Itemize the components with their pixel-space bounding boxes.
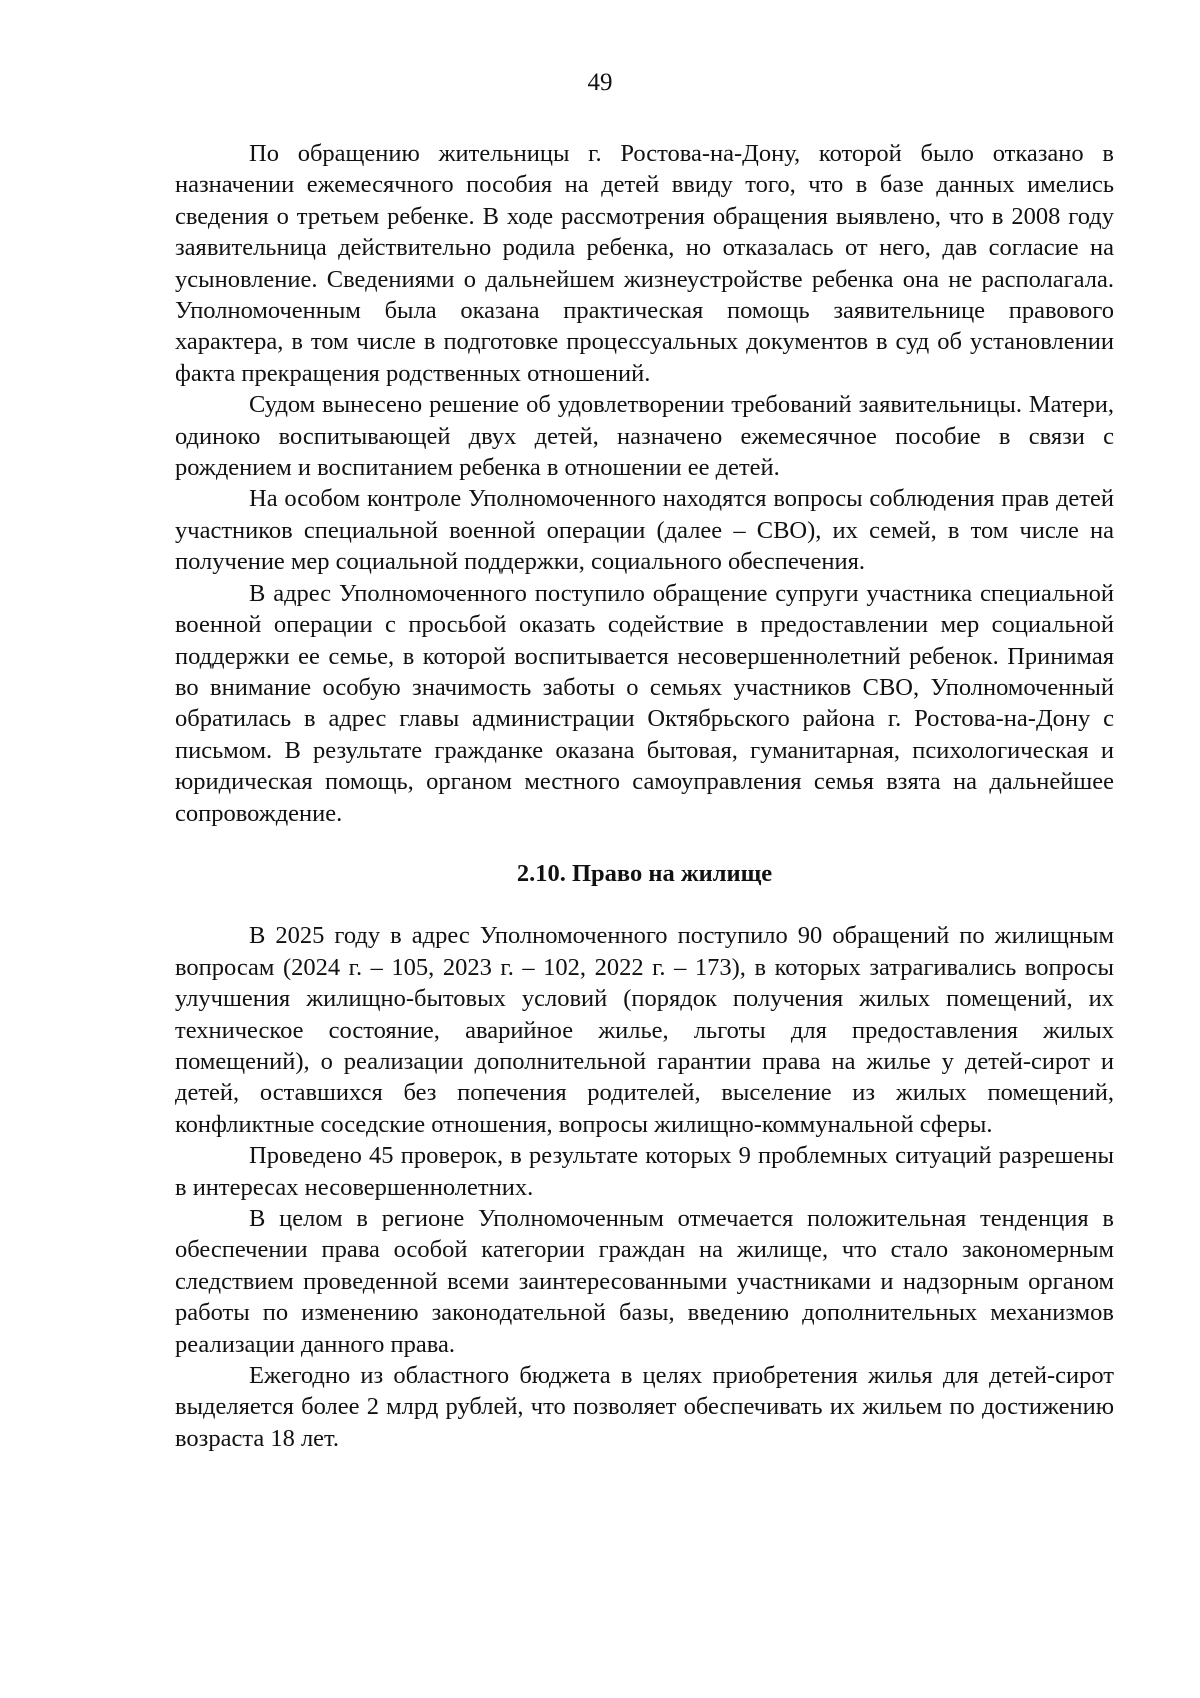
paragraph-court-decision: Судом вынесено решение об удовлетворении требований заявительницы. Матери, одиноко воспитывающей двух детей, назначено ежемесячное пособие в связи с рождением и воспитанием ребенка в отношении ее детей. xyxy=(175,391,1114,482)
page-content xyxy=(175,138,1114,1454)
paragraph-positive-trend: В целом в регионе Уполномоченным отмечается положительная тенденция в обеспечении права особой категории граждан на жилище, что стало закономерным следствием проведенной всеми заинтересованными участниками и надзорным органом работы по изменению законодательной базы, введению дополнительных механизмов реализации данного права. xyxy=(175,1205,1114,1358)
paragraph-appeal-pension: По обращению жительницы г. Ростова-на-Дону, которой было отказано в назначении ежемесячного пособия на детей ввиду того, что в базе данных имелись сведения о третьем ребенке. В ходе рассмотрения обращения выявлено, что в 2008 году заявительница действительно родила ребенка, но отказалась от него, дав согласие на усыновление. Сведениями о дальнейшем жизнеустройстве ребенка она не располагала. Уполномоченным была оказана практическая помощь заявительнице правового характера, в том числе в подготовке процессуальных документов в суд об установлении факта прекращения родственных отношений. xyxy=(175,140,1114,387)
paragraph-svo-control: На особом контроле Уполномоченного находятся вопросы соблюдения прав детей участников специальной военной операции (далее – СВО), их семей, в том числе на получение мер социальной поддержки, социального обеспечения. xyxy=(175,485,1114,576)
paragraph-svo-appeal: В адрес Уполномоченного поступило обращение супруги участника специальной военной операции с просьбой оказать содействие в предоставлении мер социальной поддержки ее семье, в которой воспитывается несовершеннолетний ребенок. Принимая во внимание особую значимость заботы о семьях участников СВО, Уполномоченный обратилась в адрес главы администрации Октябрьского района г. Ростова-на-Дону с письмом. В результате гражданке оказана бытовая, гуманитарная, психологическая и юридическая помощь, органом местного самоуправления семья взята на дальнейшее сопровождение. xyxy=(175,579,1114,827)
paragraph-budget: Ежегодно из областного бюджета в целях приобретения жилья для детей-сирот выделяется более 2 млрд рублей, что позволяет обеспечивать их жильем по достижению возраста 18 лет. xyxy=(175,1362,1114,1452)
page-number: 49 xyxy=(587,69,613,96)
paragraph-inspections: Проведено 45 проверок, в результате которых 9 проблемных ситуаций разрешены в интересах несовершеннолетних. xyxy=(175,1142,1114,1201)
paragraph-housing-appeals: В 2025 году в адрес Уполномоченного поступило 90 обращений по жилищным вопросам (2024 г. – 105, 2023 г. – 102, 2022 г. – 173), в которых затрагивались вопросы улучшения жилищно-бытовых условий (порядок получения жилых помещений, их техническое состояние, аварийное жилье, льготы для предоставления жилых помещений), о реализации дополнительной гарантии права на жилье у детей-сирот и детей, оставшихся без попечения родителей, выселение из жилых помещений, конфликтные соседские отношения, вопросы жилищно-коммунальной сферы. xyxy=(175,922,1114,1138)
section-heading: 2.10. Право на жилище xyxy=(516,859,773,887)
